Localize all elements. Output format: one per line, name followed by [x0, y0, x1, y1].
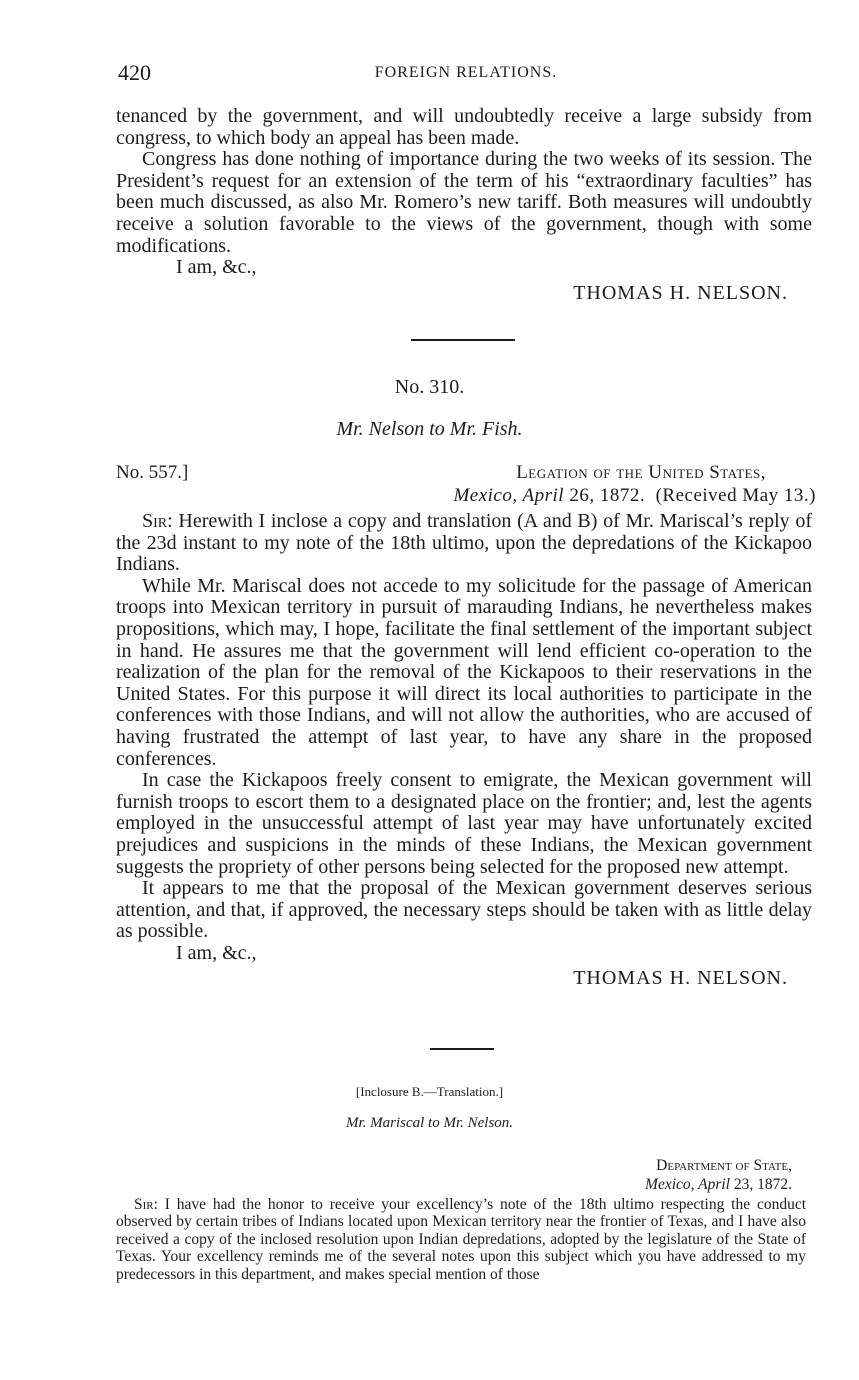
closing: I am, &c., — [176, 256, 257, 279]
paragraph — [116, 1196, 806, 1283]
paragraph: Congress has done nothing of importance during the two weeks of its session. The President’s request for an extension of the term of his “extraordinary faculties” has been much discussed, as also Mr. Romero’s new tariff. Both measures will undoubtly receive a solution favorable to the views of the government, though with some modifications. — [116, 148, 812, 257]
salutation: Sir: — [142, 510, 173, 532]
dispatch-number: No. 557.] — [116, 462, 189, 483]
section-divider — [411, 339, 515, 341]
page-header — [118, 60, 814, 90]
document-heading: Mr. Nelson to Mr. Fish. — [336, 418, 523, 440]
department-header — [645, 1156, 792, 1194]
department-name: Department of State, — [656, 1157, 792, 1174]
inclosure-heading: Mr. Mariscal to Mr. Nelson. — [345, 1115, 514, 1131]
received-date: (Received May 13.) — [655, 485, 816, 506]
letter-body — [116, 511, 812, 990]
section-divider — [430, 1048, 494, 1050]
paragraph-text: I have had the honor to receive your excellency’s note of the 18th ultimo respecting the conduct observed by certain tribes of Indians located upon Mexican territory near the frontier of Texas, and I have also received a copy of the inclosed resolution upon Indian depredations, adopted by the legislature of the State of Texas. Your excellency reminds me of the several notes upon this subject which you have addressed to my predecessors in this department, and makes special mention of those — [116, 1196, 807, 1283]
dispatch-place: Mexico, April — [453, 485, 565, 506]
top-section — [116, 106, 812, 304]
dispatch-date — [453, 485, 816, 507]
inclosure-date — [645, 1175, 792, 1194]
page-number: 420 — [118, 60, 151, 85]
paragraph: While Mr. Mariscal does not accede to my solicitude for the passage of American troops into Mexican territory in pursuit of marauding Indians, he nevertheless makes propositions, which may, I hope, facilitate the final settlement of the important subject in hand. He assures me that the government will lend efficient co-operation to the realization of the plan for the removal of the Kickapoos to their reservations in the United States. For this purpose it will direct its local authorities to participate in the conferences with those Indians, and will not allow the authorities, who are accused of having frustrated the attempt of last year, to have any share in the proposed conferences. — [116, 574, 812, 770]
paragraph-text: Herewith I inclose a copy and translation (A and B) of Mr. Mariscal’s reply of the 23d instant to my note of the 18th ultimo, upon the depredations of the Kickapoo Indians. — [116, 510, 812, 576]
closing: I am, &c., — [176, 941, 257, 964]
running-title: FOREIGN RELATIONS. — [374, 64, 558, 81]
signature: THOMAS H. NELSON. — [573, 967, 788, 990]
document-number: No. 310. — [394, 376, 465, 398]
inclosure-body — [116, 1196, 806, 1283]
legation: Legation of the United States, — [516, 462, 766, 483]
paragraph: In case the Kickapoos freely consent to emigrate, the Mexican government will furnish troops to escort them to a designated place on the frontier; and, lest the agents employed in the unsuccessful attempt of last year may have unfortunately excited prejudices and suspicions in the minds of these Indians, the Mexican government suggests the propriety of other persons being selected for the proposed new attempt. — [116, 769, 812, 878]
inclosure-label: [Inclosure B.—Translation.] — [355, 1084, 504, 1099]
salutation: Sir: — [134, 1196, 158, 1213]
dispatch-date-rest: 26, 1872. — [569, 485, 646, 506]
signature: THOMAS H. NELSON. — [573, 281, 788, 304]
paragraph — [116, 511, 812, 576]
paragraph: tenanced by the government, and will undoubtedly receive a large subsidy from congress, to which body an appeal has been made. — [116, 105, 812, 149]
inclosure-place: Mexico, April — [645, 1176, 730, 1193]
paragraph: It appears to me that the proposal of the Mexican government deserves serious attention, and that, if approved, the necessary steps should be taken with as little delay as possible. — [116, 877, 812, 943]
inclosure-date-rest: 23, 1872. — [733, 1176, 792, 1193]
